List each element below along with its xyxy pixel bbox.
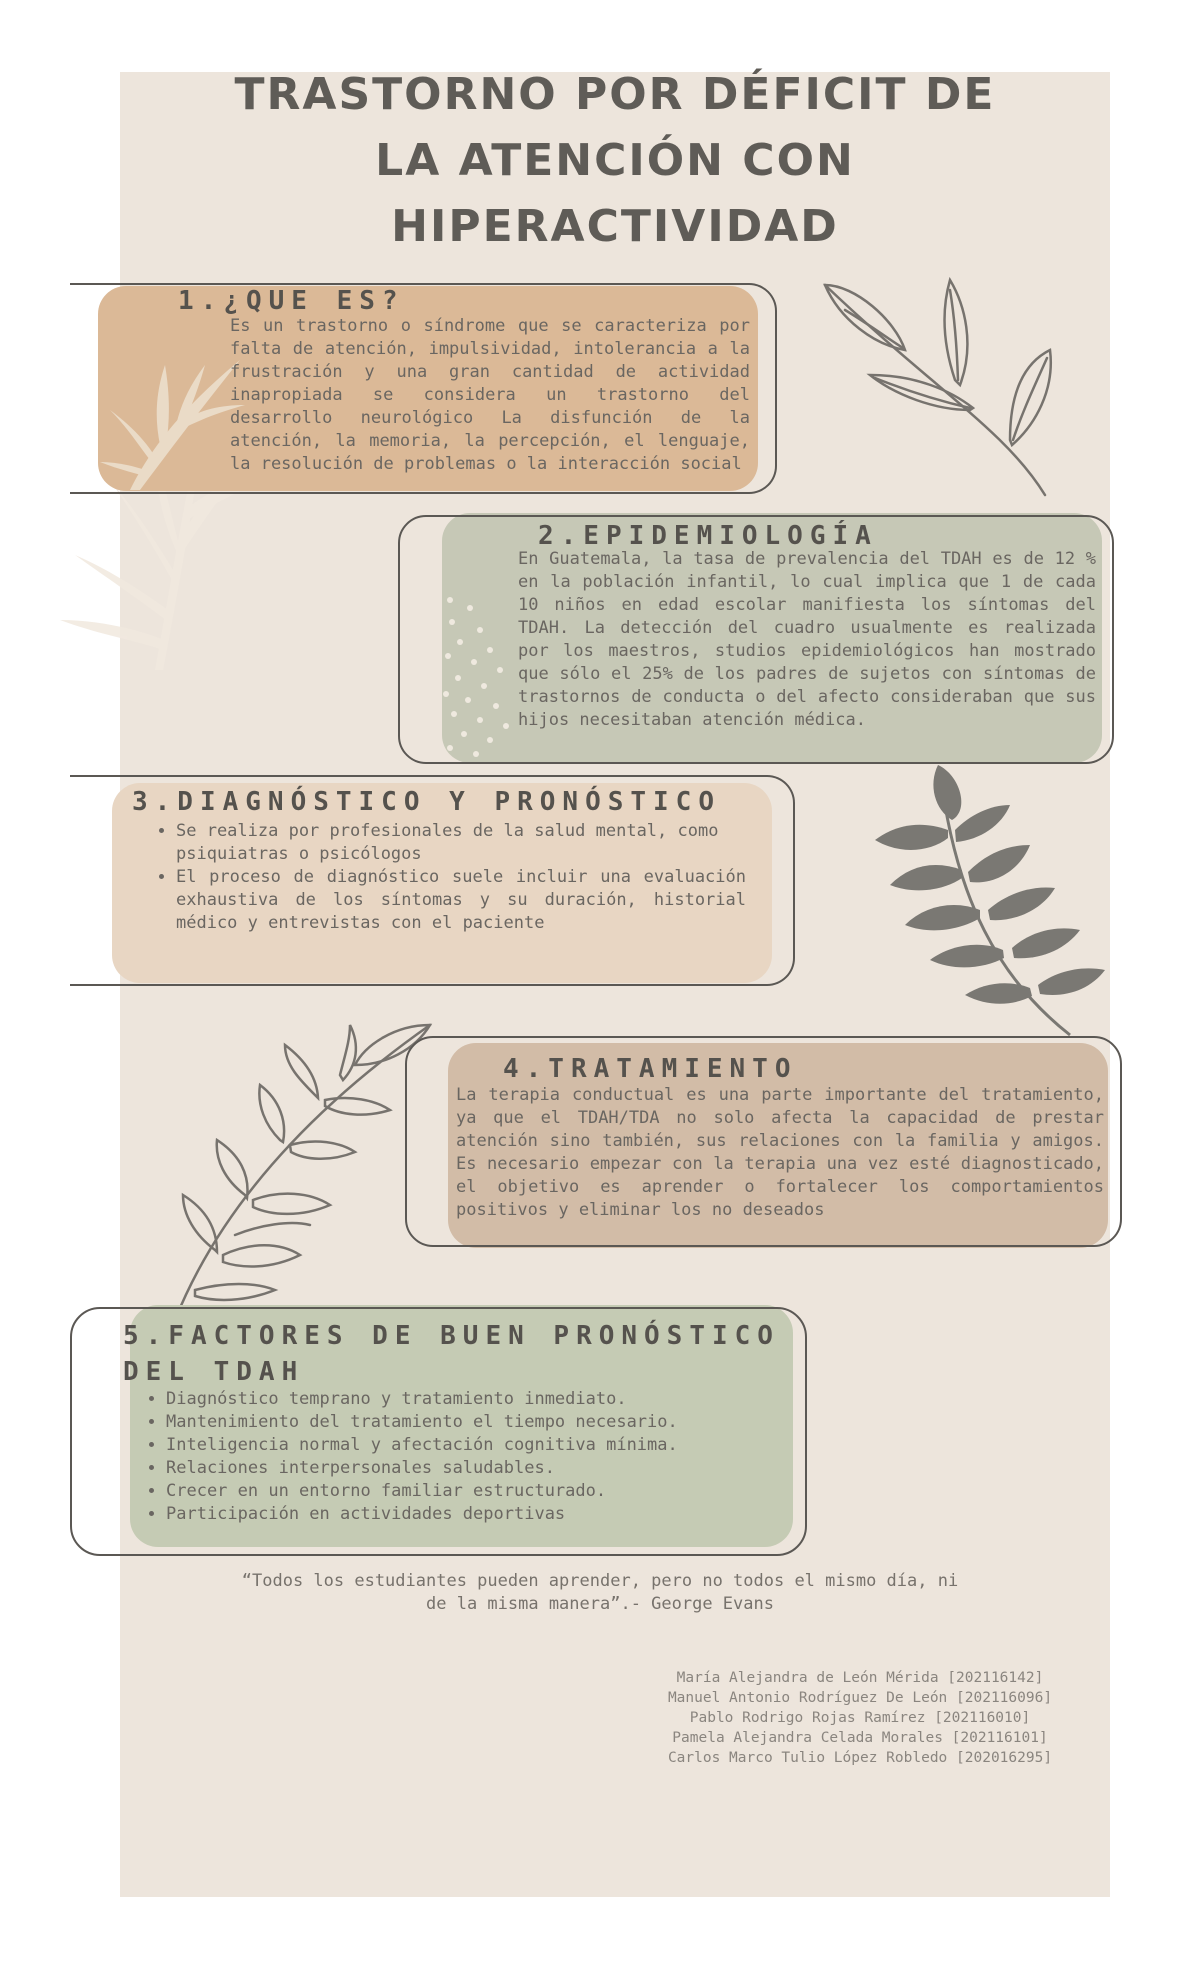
author-name: Pablo Rodrigo Rojas Ramírez [202116010]: [689, 1710, 1031, 1726]
title-line-1: TRASTORNO POR DÉFICIT DE: [234, 69, 996, 120]
title-line-3: HIPERACTIVIDAD: [391, 201, 839, 252]
list-item: • El proceso de diagnóstico suele incluir una evaluación exhaustiva de los síntomas y su duración, historial médico y entrevistas con el paciente: [176, 866, 746, 935]
list-item: • Relaciones interpersonales saludables.: [166, 1457, 806, 1480]
section-factors-heading-line2: DEL TDAH: [123, 1357, 305, 1387]
section-factors-heading-line1: 5.FACTORES DE BUEN PRONÓSTICO: [123, 1321, 780, 1351]
author-name: Manuel Antonio Rodríguez De León [202116096]: [667, 1690, 1053, 1706]
leaf-branch-outline-left-icon: [135, 1020, 435, 1320]
section-diagnosis-heading: 3.DIAGNÓSTICO Y PRONÓSTICO: [132, 787, 721, 817]
section-factors-heading: [123, 1318, 780, 1390]
page-title: [160, 62, 1070, 260]
list-item: • Se realiza por profesionales de la salud mental, como psiquiatras o psicólogos: [176, 820, 746, 866]
title-line-2: LA ATENCIÓN CON: [375, 135, 855, 186]
section-epidemiology-text: En Guatemala, la tasa de prevalencia del TDAH es de 12 % en la población infantil, lo cual implica que 1 de cada 10 niños en edad escolar manifiesta los síntomas del TDAH. La detección del cuadro usualmente es realizada por los maestros, studios epidemiológicos han mostrado que sólo el 25% de los padres de sujetos con síntomas de trastornos de conducta o del afecto consideraban que sus hijos necesitaban atención médica.: [518, 549, 1096, 730]
section-factors-list: [142, 1388, 806, 1526]
list-item: • Crecer en un entorno familiar estructurado.: [166, 1480, 806, 1503]
author-name: Pamela Alejandra Celada Morales [202116101]: [672, 1730, 1048, 1746]
authors-list: [620, 1668, 1100, 1768]
list-item: • Inteligencia normal y afectación cognitiva mínima.: [166, 1434, 806, 1457]
list-item: • Mantenimiento del tratamiento el tiempo necesario.: [166, 1411, 806, 1434]
list-item: • Diagnóstico temprano y tratamiento inmediato.: [166, 1388, 806, 1411]
leaf-branch-outline-icon: [815, 280, 1065, 505]
section-treatment-heading: 4.TRATAMIENTO: [503, 1054, 798, 1084]
section-treatment-text: La terapia conductual es una parte importante del tratamiento, ya que el TDAH/TDA no solo afecta la capacidad de prestar atención sino también, sus relaciones con la familia y amigos. Es necesario empezar con la terapia una vez esté diagnosticado, el objetivo es aprender o fortalecer los comportamientos positivos y eliminar los no deseados: [456, 1085, 1104, 1220]
author-name: Carlos Marco Tulio López Robledo [202016295]: [667, 1750, 1053, 1766]
section-what-is-text: Es un trastorno o síndrome que se caracteriza por falta de atención, impulsividad, intolerancia a la frustración y una gran cantidad de actividad inapropiada se considera un trastorno del desarrollo neurológico La disfunción de la atención, la memoria, la percepción, el lenguaje, la resolución de problemas o la interacción social: [230, 316, 750, 474]
list-item: • Participación en actividades deportivas: [166, 1503, 806, 1526]
section-epidemiology-heading: 2.EPIDEMIOLOGÍA: [538, 521, 878, 551]
author-name: María Alejandra de León Mérida [202116142]: [676, 1670, 1044, 1686]
leaf-branch-filled-icon: [870, 760, 1120, 1040]
section-diagnosis-list: [152, 820, 746, 935]
section-what-is-heading: 1.¿QUE ES?: [178, 286, 405, 316]
quote-text: “Todos los estudiantes pueden aprender, pero no todos el mismo día, ni de la misma manera”.- George Evans: [241, 1571, 959, 1614]
